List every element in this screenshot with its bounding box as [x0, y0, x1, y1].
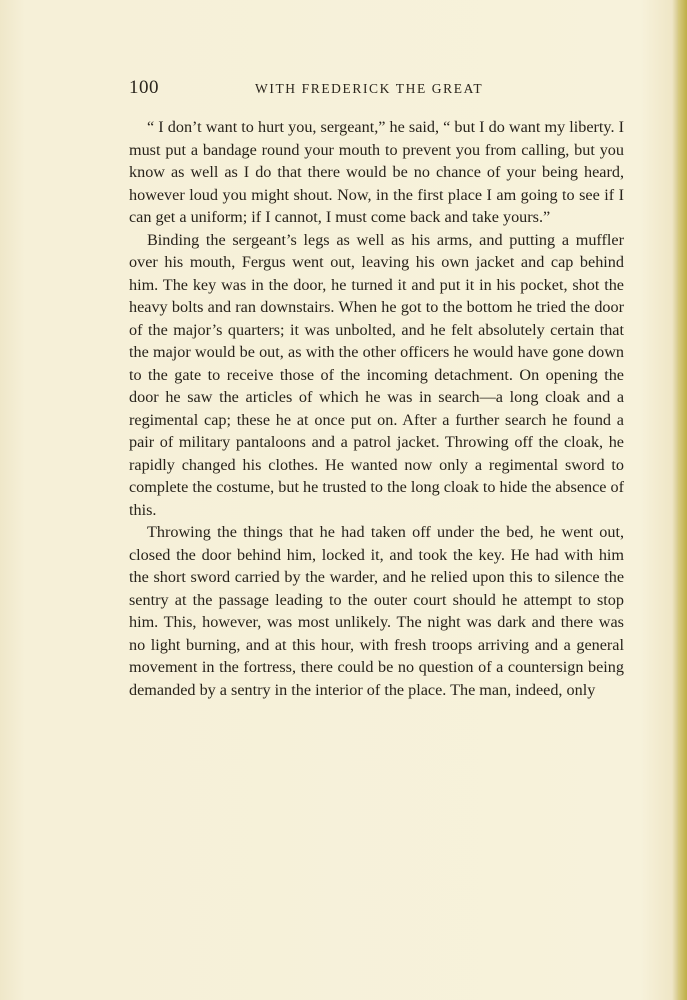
paragraph: Binding the sergeant’s legs as well as his arms, and putting a muffler over his mouth, Fergus went out, leaving his own jacket and cap behind him. The key was in the door, he turned it and put it in his pocket, shot the heavy bolts and ran downstairs. When he got to the bottom he tried the door of the major’s quarters; it was unbolted, and he felt absolutely certain that the major would be out, as with the other officers he would have gone down to the gate to receive those of the incoming detachment. On opening the door he saw the articles of which he was in search—a long cloak and a regimental cap; these he at once put on. After a further search he found a pair of military pantaloons and a patrol jacket. Throwing off the cloak, he rapidly changed his clothes. He wanted now only a regimental sword to complete the costume, but he trusted to the long cloak to hide the absence of this.: [129, 230, 624, 519]
paragraph: Throwing the things that he had taken off under the bed, he went out, closed the door behind him, locked it, and took the key. He had with him the short sword carried by the warder, and he relied upon this to silence the sentry at the passage leading to the outer court should he attempt to stop him. This, however, was most unlikely. The night was dark and there was no light burning, and at this hour, with fresh troops arriving and a general movement in the fortress, there could be no question of a countersign being demanded by a sentry in the interior of the place. The man, indeed, only: [129, 523, 624, 699]
paragraph: “ I don’t want to hurt you, sergeant,” he said, “ but I do want my liberty. I must put a bandage round your mouth to prevent you from calling, but you know as well as I do that there would be no chance of your being heard, however loud you might shout. Now, in the first place I am going to see if I can get a uniform; if I cannot, I must come back and take yours.”: [129, 118, 624, 226]
running-title: WITH FREDERICK THE GREAT: [255, 81, 484, 96]
body-text: [129, 116, 624, 701]
page-number: 100: [129, 77, 159, 98]
page-edge: [678, 0, 687, 1000]
running-header: [129, 77, 624, 101]
